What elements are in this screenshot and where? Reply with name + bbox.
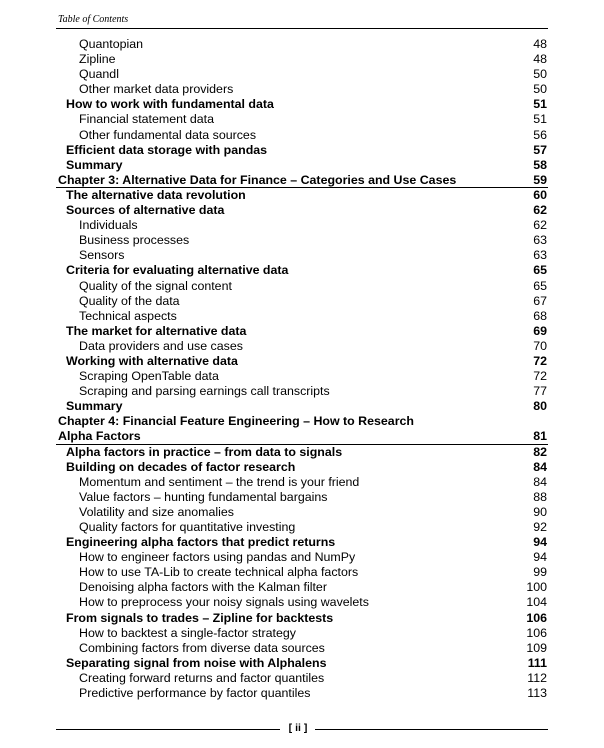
toc-section-title: Building on decades of factor research: [66, 459, 296, 474]
toc-section-title: From signals to trades – Zipline for backtests: [66, 610, 334, 625]
toc-entry-page: 106: [526, 625, 547, 640]
toc-entry-page: 51: [533, 112, 547, 127]
toc-entry-page: 84: [533, 474, 547, 489]
toc-entry-page: 104: [526, 595, 547, 610]
toc-section[interactable]: [0, 97, 604, 112]
toc-section-page: 72: [533, 353, 547, 368]
toc-entry[interactable]: [0, 550, 604, 565]
toc-section[interactable]: [0, 445, 604, 460]
toc-section[interactable]: [0, 203, 604, 218]
toc-entry-page: 109: [526, 640, 547, 655]
toc-entry[interactable]: [0, 67, 604, 82]
toc-section[interactable]: [0, 460, 604, 475]
toc-section[interactable]: [0, 399, 604, 414]
toc-entry-title: Technical aspects: [79, 308, 177, 323]
toc-section-title: Alpha factors in practice – from data to signals: [66, 444, 343, 459]
toc-section-title: Working with alternative data: [66, 353, 238, 368]
toc-entry-title: How to use TA-Lib to create technical alpha factors: [79, 565, 359, 580]
toc-entry-page: 50: [533, 82, 547, 97]
footer-page-number: [ ii ]: [288, 722, 308, 734]
toc-entry[interactable]: [0, 565, 604, 580]
toc-entry[interactable]: [0, 369, 604, 384]
toc-entry[interactable]: [0, 686, 604, 701]
toc-section-page: 84: [533, 459, 547, 474]
footer-divider-right: [315, 729, 548, 730]
toc-chapter-3[interactable]: [0, 173, 604, 188]
toc-entry[interactable]: [0, 339, 604, 354]
toc-entry-title: Quality factors for quantitative investing: [79, 520, 296, 534]
toc-entry-title: Business processes: [79, 233, 190, 248]
header-divider: [56, 28, 548, 29]
toc-chapter-page: 81: [533, 429, 547, 444]
toc-entry-page: 63: [533, 248, 547, 263]
toc-entry-title: Sensors: [79, 248, 125, 263]
footer-divider-left: [56, 729, 280, 730]
toc-entry-page: 92: [533, 520, 547, 534]
toc-entry-title: Quandl: [79, 67, 119, 82]
toc-section[interactable]: [0, 143, 604, 158]
toc-section-page: 62: [533, 203, 547, 218]
toc-entry-title: Other fundamental data sources: [79, 127, 257, 142]
toc-section[interactable]: [0, 158, 604, 173]
toc-chapter-page: 59: [533, 172, 547, 187]
toc-entry-page: 94: [533, 550, 547, 565]
toc-entry-title: Value factors – hunting fundamental bargains: [79, 489, 328, 504]
toc-section-page: 82: [533, 444, 547, 459]
toc-entry-title: Predictive performance by factor quantiles: [79, 686, 311, 701]
toc-entry[interactable]: [0, 580, 604, 595]
toc-entry[interactable]: [0, 595, 604, 610]
toc-chapter-4-line-1[interactable]: [0, 414, 604, 429]
toc-section-title: Criteria for evaluating alternative data: [66, 263, 289, 278]
toc-entry[interactable]: [0, 641, 604, 656]
toc-section-title: Efficient data storage with pandas: [66, 142, 268, 157]
toc-entry-page: 77: [533, 384, 547, 399]
toc-section-page: 111: [527, 655, 547, 670]
toc-entry[interactable]: [0, 37, 604, 52]
toc-entry-title: Combining factors from diverse data sources: [79, 640, 325, 655]
toc-section-title: Engineering alpha factors that predict returns: [66, 535, 336, 550]
toc-section-page: 51: [533, 97, 547, 112]
toc-section-title: The market for alternative data: [66, 323, 247, 338]
running-header-title: Table of Contents: [58, 14, 129, 25]
toc-entry[interactable]: [0, 294, 604, 309]
toc-entry[interactable]: [0, 505, 604, 520]
toc-entry-title: Individuals: [79, 218, 138, 233]
toc-section-page: 65: [533, 263, 547, 278]
toc-entry[interactable]: [0, 671, 604, 686]
toc-chapter-4-line-2[interactable]: [0, 429, 604, 444]
toc-entry-page: 88: [533, 489, 547, 504]
toc-entry-title: Scraping and parsing earnings call transcripts: [79, 384, 330, 399]
toc-entry[interactable]: [0, 128, 604, 143]
toc-entry-page: 63: [533, 233, 547, 248]
toc-entry-title: Other market data providers: [79, 82, 234, 97]
toc-entry-title: How to preprocess your noisy signals using wavelets: [79, 595, 369, 610]
toc-section[interactable]: [0, 188, 604, 203]
toc-entry-page: 70: [533, 338, 547, 353]
toc-entry-title: Data providers and use cases: [79, 338, 243, 353]
toc-section-page: 80: [533, 399, 547, 414]
toc-entry[interactable]: [0, 279, 604, 294]
toc-section-page: 94: [533, 535, 547, 550]
toc-entry[interactable]: [0, 52, 604, 67]
toc-section-page: 60: [533, 187, 547, 202]
toc-entry-page: 48: [533, 37, 547, 51]
toc-entry-page: 65: [533, 278, 547, 293]
toc-entry-page: 72: [533, 369, 547, 384]
toc-entry-title: Denoising alpha factors with the Kalman filter: [79, 580, 327, 595]
toc-entry[interactable]: [0, 233, 604, 248]
toc-entry-title: Quantopian: [79, 37, 144, 51]
toc-entry-title: Volatility and size anomalies: [79, 504, 234, 519]
toc-entry-page: 100: [526, 580, 547, 595]
toc-section[interactable]: [0, 324, 604, 339]
toc-section[interactable]: [0, 656, 604, 671]
toc-section-title: How to work with fundamental data: [66, 97, 274, 112]
toc-section[interactable]: [0, 535, 604, 550]
toc-entry-page: 48: [533, 52, 547, 67]
toc-entry-title: Scraping OpenTable data: [79, 369, 219, 384]
toc-entry[interactable]: [0, 475, 604, 490]
toc-entry[interactable]: [0, 218, 604, 233]
toc-section[interactable]: [0, 354, 604, 369]
toc-entry[interactable]: [0, 626, 604, 641]
toc-section-title: Summary: [66, 157, 123, 172]
toc-entry[interactable]: [0, 490, 604, 505]
toc-chapter-title: Chapter 4: Financial Feature Engineering – How to Research: [58, 414, 414, 429]
toc-entry-page: 50: [533, 67, 547, 82]
toc-entry-title: How to backtest a single-factor strategy: [79, 625, 296, 640]
toc-entry-page: 112: [527, 670, 547, 685]
toc-chapter-title: Chapter 3: Alternative Data for Finance – Categories and Use Cases: [58, 172, 457, 187]
toc-section-page: 58: [533, 157, 547, 172]
toc-entry-page: 99: [533, 565, 547, 580]
toc-section-page: 106: [526, 610, 547, 625]
toc-entry[interactable]: [0, 384, 604, 399]
toc-entry[interactable]: [0, 520, 604, 535]
toc-section-page: 69: [533, 323, 547, 338]
table-of-contents: [0, 37, 604, 701]
toc-entry-title: Financial statement data: [79, 112, 214, 127]
toc-chapter-title: Alpha Factors: [58, 429, 141, 444]
toc-entry-page: 90: [533, 504, 547, 519]
toc-section[interactable]: [0, 611, 604, 626]
toc-entry-page: 67: [533, 293, 547, 308]
toc-entry-page: 62: [533, 218, 547, 233]
toc-entry[interactable]: [0, 112, 604, 127]
toc-entry[interactable]: [0, 248, 604, 263]
toc-section-title: Sources of alternative data: [66, 203, 225, 218]
toc-entry-page: 56: [533, 127, 547, 142]
toc-entry-page: 113: [527, 686, 547, 701]
toc-entry-title: How to engineer factors using pandas and NumPy: [79, 550, 356, 565]
toc-entry[interactable]: [0, 82, 604, 97]
toc-entry-title: Creating forward returns and factor quantiles: [79, 670, 325, 685]
toc-section[interactable]: [0, 263, 604, 278]
toc-section-title: The alternative data revolution: [66, 187, 246, 202]
toc-section-page: 57: [533, 142, 547, 157]
toc-section-title: Separating signal from noise with Alphalens: [66, 655, 327, 670]
toc-entry-page: 68: [533, 308, 547, 323]
toc-entry-title: Zipline: [79, 52, 116, 67]
toc-section-title: Summary: [66, 399, 123, 414]
toc-entry-title: Quality of the signal content: [79, 278, 232, 293]
toc-entry-title: Quality of the data: [79, 293, 180, 308]
toc-entry[interactable]: [0, 309, 604, 324]
toc-entry-title: Momentum and sentiment – the trend is your friend: [79, 474, 360, 489]
